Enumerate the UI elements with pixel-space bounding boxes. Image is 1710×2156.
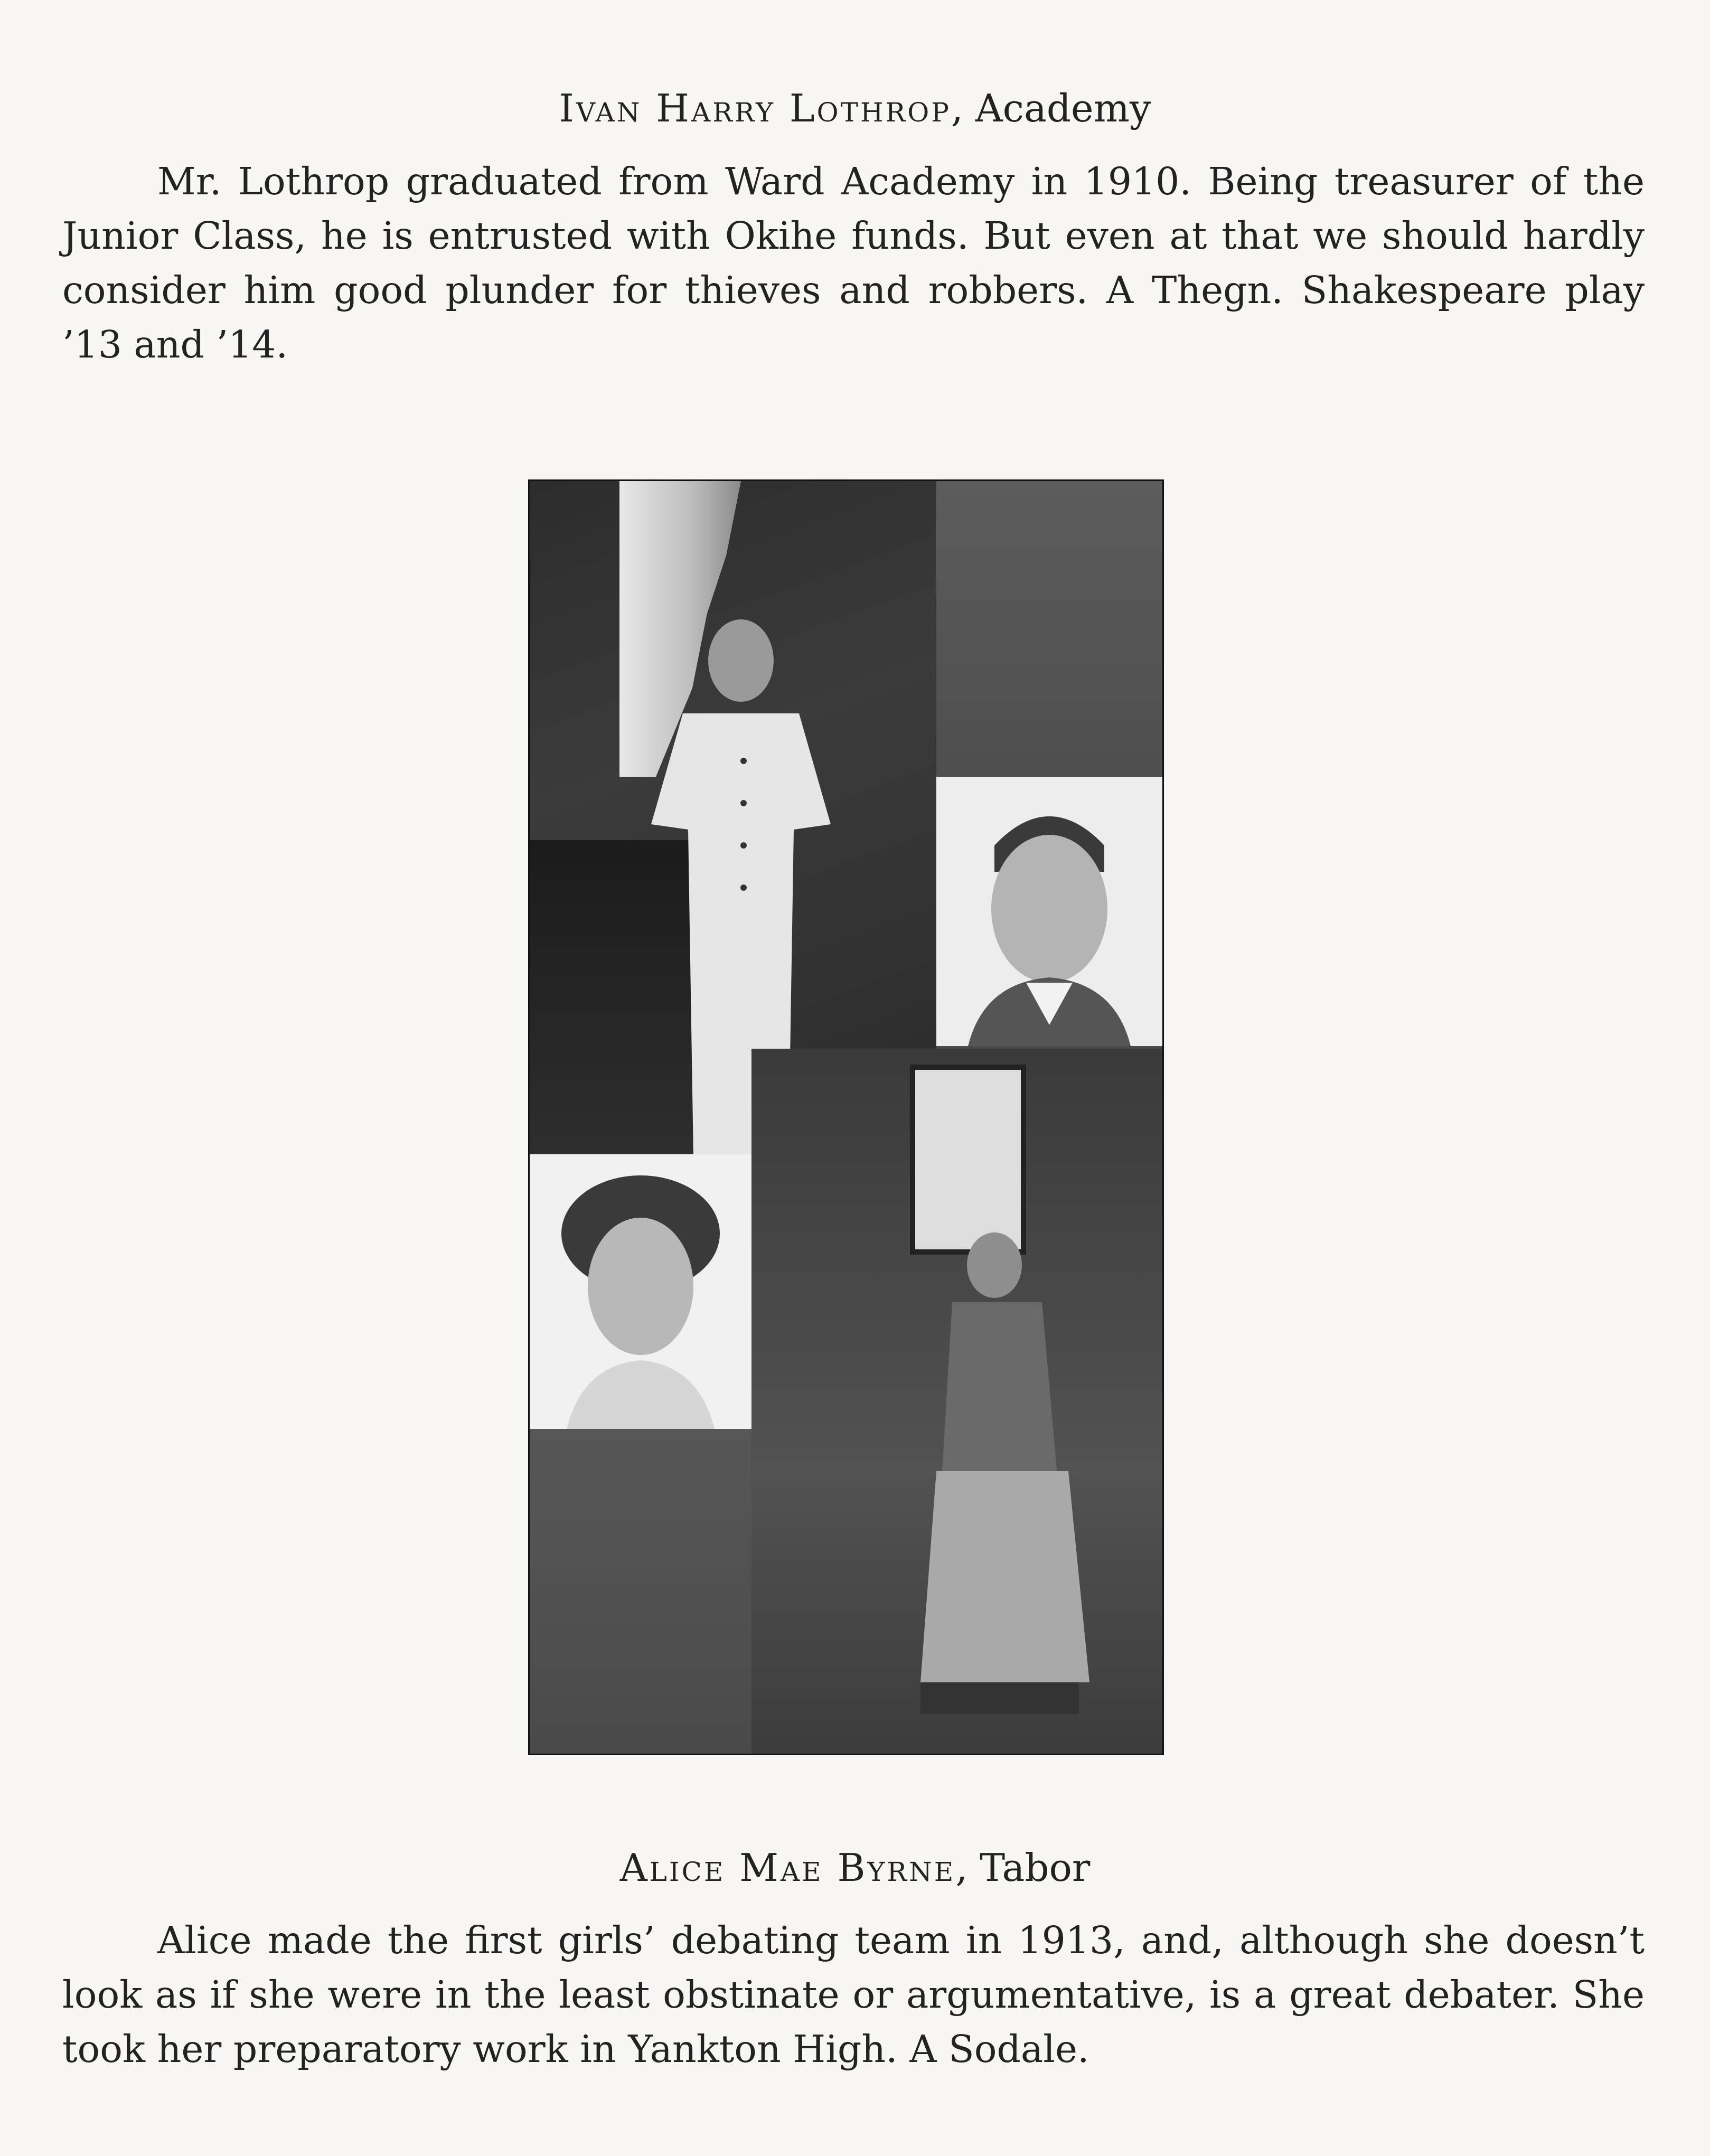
portrait-man-figure [936, 777, 1162, 1046]
entry-paragraph-byrne: Alice made the first girls’ debating team in 1913, and, although she doesn’t look as if she were in the least obstinate or argumentative, is a great debater. She took her preparatory work in Yankton High. A Sodale. [62, 1918, 1645, 2071]
entry-heading-lothrop: Ivan Harry Lothrop, Academy [559, 86, 1151, 130]
entry-affiliation: Tabor [980, 1846, 1091, 1890]
photo-collage [528, 479, 1164, 1755]
seated-woman-figure [889, 1207, 1111, 1735]
portrait-woman-figure [530, 1154, 751, 1429]
entry-affiliation: Academy [975, 86, 1151, 130]
photo-seated-woman [751, 1049, 1162, 1754]
entry-name: Alice Mae Byrne [619, 1846, 956, 1890]
entry-heading-byrne: Alice Mae Byrne, Tabor [619, 1846, 1091, 1890]
portrait-woman-photo [530, 1154, 751, 1429]
wall-panel [530, 1429, 751, 1754]
portrait-man-photo [936, 777, 1162, 1046]
entry-name: Ivan Harry Lothrop [559, 86, 951, 130]
entry-paragraph-lothrop: Mr. Lothrop graduated from Ward Academy in 1910. Being treasurer of the Junior Class, he is entrusted with Okihe funds. But even at that we should hardly consider him good plunder for thieves and robbers. A Thegn. Shakespeare play ’13 and ’14. [62, 159, 1645, 366]
wall-panel [936, 481, 1162, 777]
